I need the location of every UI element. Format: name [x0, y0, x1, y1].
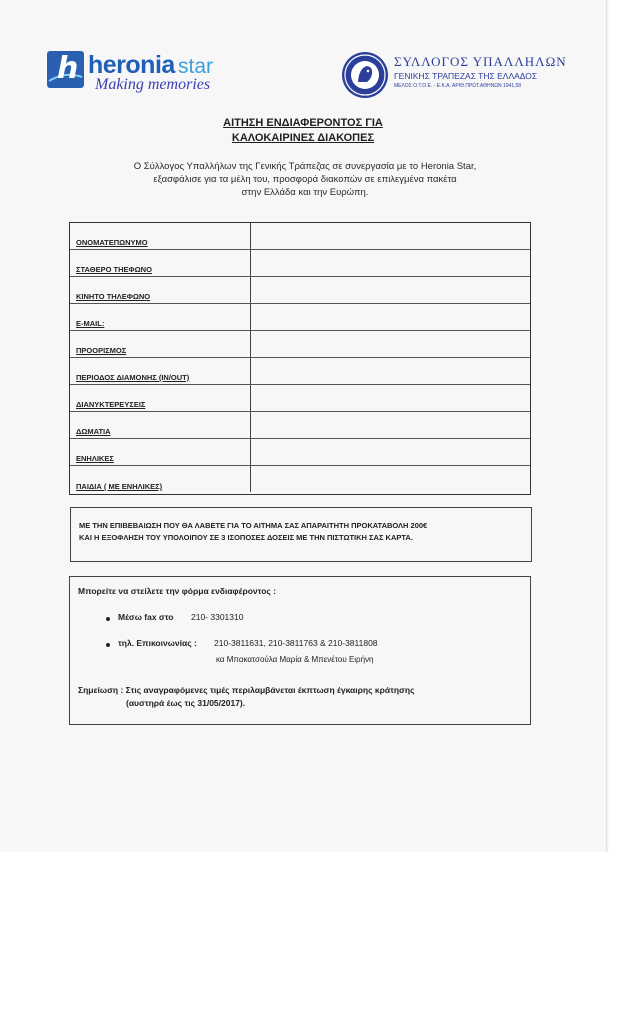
logo-brand-star: star	[178, 55, 214, 78]
full-name-field[interactable]	[250, 223, 531, 249]
union-name-line1: ΣΥΛΛΟΓΟΣ ΥΠΑΛΛΗΛΩΝ	[394, 54, 567, 69]
phone-label: τηλ. Επικοινωνίας :	[118, 638, 197, 648]
nights-field[interactable]	[250, 385, 531, 411]
payment-notice-box	[70, 507, 532, 562]
application-form-table	[69, 222, 531, 495]
contact-info-box	[69, 576, 531, 725]
form-row-rooms	[70, 412, 530, 439]
bullet-icon	[106, 643, 110, 647]
form-label: E-MAIL:	[76, 319, 105, 328]
form-row-stay-period	[70, 358, 530, 385]
destination-field[interactable]	[250, 331, 531, 357]
document-title-line1: ΑΙΤΗΣΗ ΕΝΔΙΑΦΕΡΟΝΤΟΣ ΓΙΑ	[223, 117, 383, 129]
form-row-nights	[70, 385, 530, 412]
form-row-full-name	[70, 223, 530, 250]
email-field[interactable]	[250, 304, 531, 330]
notice-line: ΚΑΙ Η ΕΞΟΦΛΗΣΗ ΤΟΥ ΥΠΟΛΟΙΠΟΥ ΣΕ 3 ΙΣΟΠΟΣΕΣ ΔΟΣΕΙΣ ΜΕ ΤΗΝ ΠΙΣΤΩΤΙΚΗ ΣΑΣ ΚΑΡΤΑ.	[79, 533, 413, 542]
fax-label: Μέσω fax στο	[118, 612, 174, 622]
form-row-email	[70, 304, 530, 331]
form-label: ΠΡΟΟΡΙΣΜΟΣ	[76, 346, 127, 355]
contact-persons: κα Μπακατσούλα Μαρία & Μπενέτου Ειρήνη	[216, 655, 374, 664]
form-row-landline	[70, 250, 530, 277]
contact-heading: Μπορείτε να στείλετε την φόρμα ενδιαφέροντος :	[78, 586, 277, 596]
form-label: ΕΝΗΛΙΚΕΣ	[76, 454, 114, 463]
form-label: ΟΝΟΜΑΤΕΠΩΝΥΜΟ	[76, 238, 148, 247]
landline-phone-field[interactable]	[250, 250, 531, 276]
logo-tagline: Making memories	[95, 76, 211, 93]
employees-union-logo	[342, 52, 567, 102]
form-row-children	[70, 466, 530, 493]
mobile-phone-field[interactable]	[250, 277, 531, 303]
payment-notice-text	[79, 520, 519, 544]
notice-line: ΜΕ ΤΗΝ ΕΠΙΒΕΒΑΙΩΣΗ ΠΟΥ ΘΑ ΛΑΒΕΤΕ ΓΙΑ ΤΟ ΑΙΤΗΜΑ ΣΑΣ ΑΠΑΡΑΙΤΗΤΗ ΠΡΟΚΑΤΑΒΟΛΗ 200€	[79, 521, 428, 530]
page-edge	[606, 0, 609, 852]
adults-field[interactable]	[250, 439, 531, 465]
form-row-destination	[70, 331, 530, 358]
form-label: ΔΩΜΑΤΙΑ	[76, 427, 111, 436]
intro-line: Ο Σύλλογος Υπαλλήλων της Γενικής Τράπεζας σε συνεργασία με το Heronia Star,	[133, 161, 477, 172]
phone-numbers: 210-3811631, 210-3811763 & 210-3811808	[214, 638, 378, 648]
union-seal-icon	[342, 52, 388, 98]
note-line: Σημείωση : Στις αναγραφόμενες τιμές περιλαμβάνεται έκπτωση έγκαιρης κράτησης	[78, 685, 415, 695]
fax-number: 210- 3301310	[191, 612, 244, 622]
bullet-icon	[106, 617, 110, 621]
form-row-mobile	[70, 277, 530, 304]
children-field[interactable]	[250, 466, 531, 492]
form-label: ΠΕΡΙΟΔΟΣ ΔΙΑΜΟΝΗΣ (IN/OUT)	[76, 373, 190, 382]
intro-line: εξασφάλισε για τα μέλη του, προσφορά διακοπών σε επιλεγμένα πακέτα	[153, 174, 457, 185]
note-line: (αυστηρά έως τις 31/05/2017).	[126, 698, 246, 708]
heronia-star-logo	[47, 51, 247, 101]
form-row-adults	[70, 439, 530, 466]
intro-paragraph	[60, 160, 550, 199]
intro-line: στην Ελλάδα και την Ευρώπη.	[241, 187, 369, 198]
document-title-line2: ΚΑΛΟΚΑΙΡΙΝΕΣ ΔΙΑΚΟΠΕΣ	[231, 132, 375, 144]
heronia-logo-mark	[47, 51, 84, 88]
rooms-field[interactable]	[250, 412, 531, 438]
form-label: ΚΙΝΗΤΟ ΤΗΛΕΦΩΝΟ	[76, 292, 151, 301]
form-label: ΣΤΑΘΕΡΟ ΤΗΕΦΩΝΟ	[76, 265, 152, 274]
union-registration-line: ΜΕΛΟΣ Ο.Τ.Ο.Ε. - Ε.Κ.Α. ΑΡΙΘ.ΠΡΩΤ.ΑΘΗΝΩΝ 1941,58	[394, 83, 522, 89]
form-label: ΔΙΑΝΥΚΤΕΡΕΥΣΕΙΣ	[76, 400, 146, 409]
logo-brand-word: heronia	[88, 51, 175, 79]
form-label: ΠΑΙΔΙΑ ( ΜΕ ΕΝΗΛΙΚΕΣ)	[76, 482, 163, 491]
logo-letter: h	[57, 51, 79, 86]
stay-period-field[interactable]	[250, 358, 531, 384]
union-name-line2: ΓΕΝΙΚΗΣ ΤΡΑΠΕΖΑΣ ΤΗΣ ΕΛΛΑΔΟΣ	[394, 71, 538, 81]
early-booking-note	[78, 684, 415, 710]
